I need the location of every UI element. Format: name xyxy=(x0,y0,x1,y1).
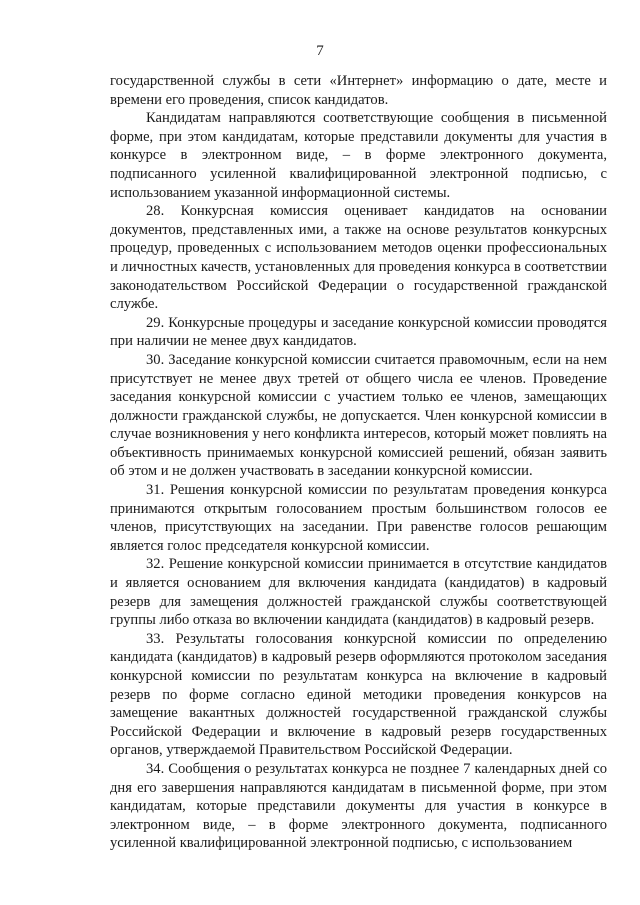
paragraph-32: 32. Решение конкурсной комиссии принимается в отсутствие кандидатов и является основанием для включения кандидата (кандидатов) в кадровый резерв для замещения должностей гражданской службы соответствующей группы либо отказа во включении кандидата (кандидатов) в кадровый резерв. xyxy=(110,556,607,629)
paragraph-notification: Кандидатам направляются соответствующие сообщения в письменной форме, при этом кандидатам, которые представили документы для участия в конкурсе в электронном виде, – в форме электронного документа, подписанного усиленной квалифицированной электронной подписью, с использованием указанной информационной системы. xyxy=(110,110,607,201)
paragraph-30: 30. Заседание конкурсной комиссии считается правомочным, если на нем присутствует не менее двух третей от общего числа ее членов. Проведение заседания конкурсной комиссии с участием только ее членов, замещающих должности гражданской службы, не допускается. Член конкурсной комиссии в случае возникновения у него конфликта интересов, который может повлиять на объективность принимаемых конкурсной комиссией решений, обязан заявить об этом и не должен участвовать в заседании конкурсной комиссии. xyxy=(110,351,607,480)
paragraph-34: 34. Сообщения о результатах конкурса не позднее 7 календарных дней со дня его завершения направляются кандидатам в письменной форме, при этом кандидатам, которые представили документы для участия в конкурсе в электронном виде, – в форме электронного документа, подписанного усиленной квалифицированной электронной подписью, с использованием xyxy=(110,760,607,852)
paragraph-29: 29. Конкурсные процедуры и заседание конкурсной комиссии проводятся при наличии не менее двух кандидатов. xyxy=(110,314,607,350)
paragraph-28: 28. Конкурсная комиссия оценивает кандидатов на основании документов, представленных ими, а также на основе результатов конкурсных процедур, проведенных с использованием методов оценки профессиональных и личностных качеств, установленных для проведения конкурса в соответствии законодательством Российской Федерации о государственной гражданской службе. xyxy=(110,203,607,313)
page-number: 7 xyxy=(316,43,324,59)
document-body xyxy=(110,72,607,853)
paragraph-33: 33. Результаты голосования конкурсной комиссии по определению кандидата (кандидатов) в кадровый резерв оформляются протоколом заседания конкурсной комиссии по результатам конкурса на включение в кадровый резерв по форме согласно единой методики проведения конкурсов на замещение вакантных должностей государственной гражданской службы Российской Федерации и включение в кадровый резерв государственных органов, утверждаемой Правительством Российской Федерации. xyxy=(110,630,607,759)
paragraph-31: 31. Решения конкурсной комиссии по результатам проведения конкурса принимаются открытым голосованием простым большинством голосов ее членов, присутствующих на заседании. При равенстве голосов решающим является голос председателя конкурсной комиссии. xyxy=(110,482,607,554)
paragraph-continuation: государственной службы в сети «Интернет» информацию о дате, месте и времени его проведения, список кандидатов. xyxy=(110,73,607,108)
